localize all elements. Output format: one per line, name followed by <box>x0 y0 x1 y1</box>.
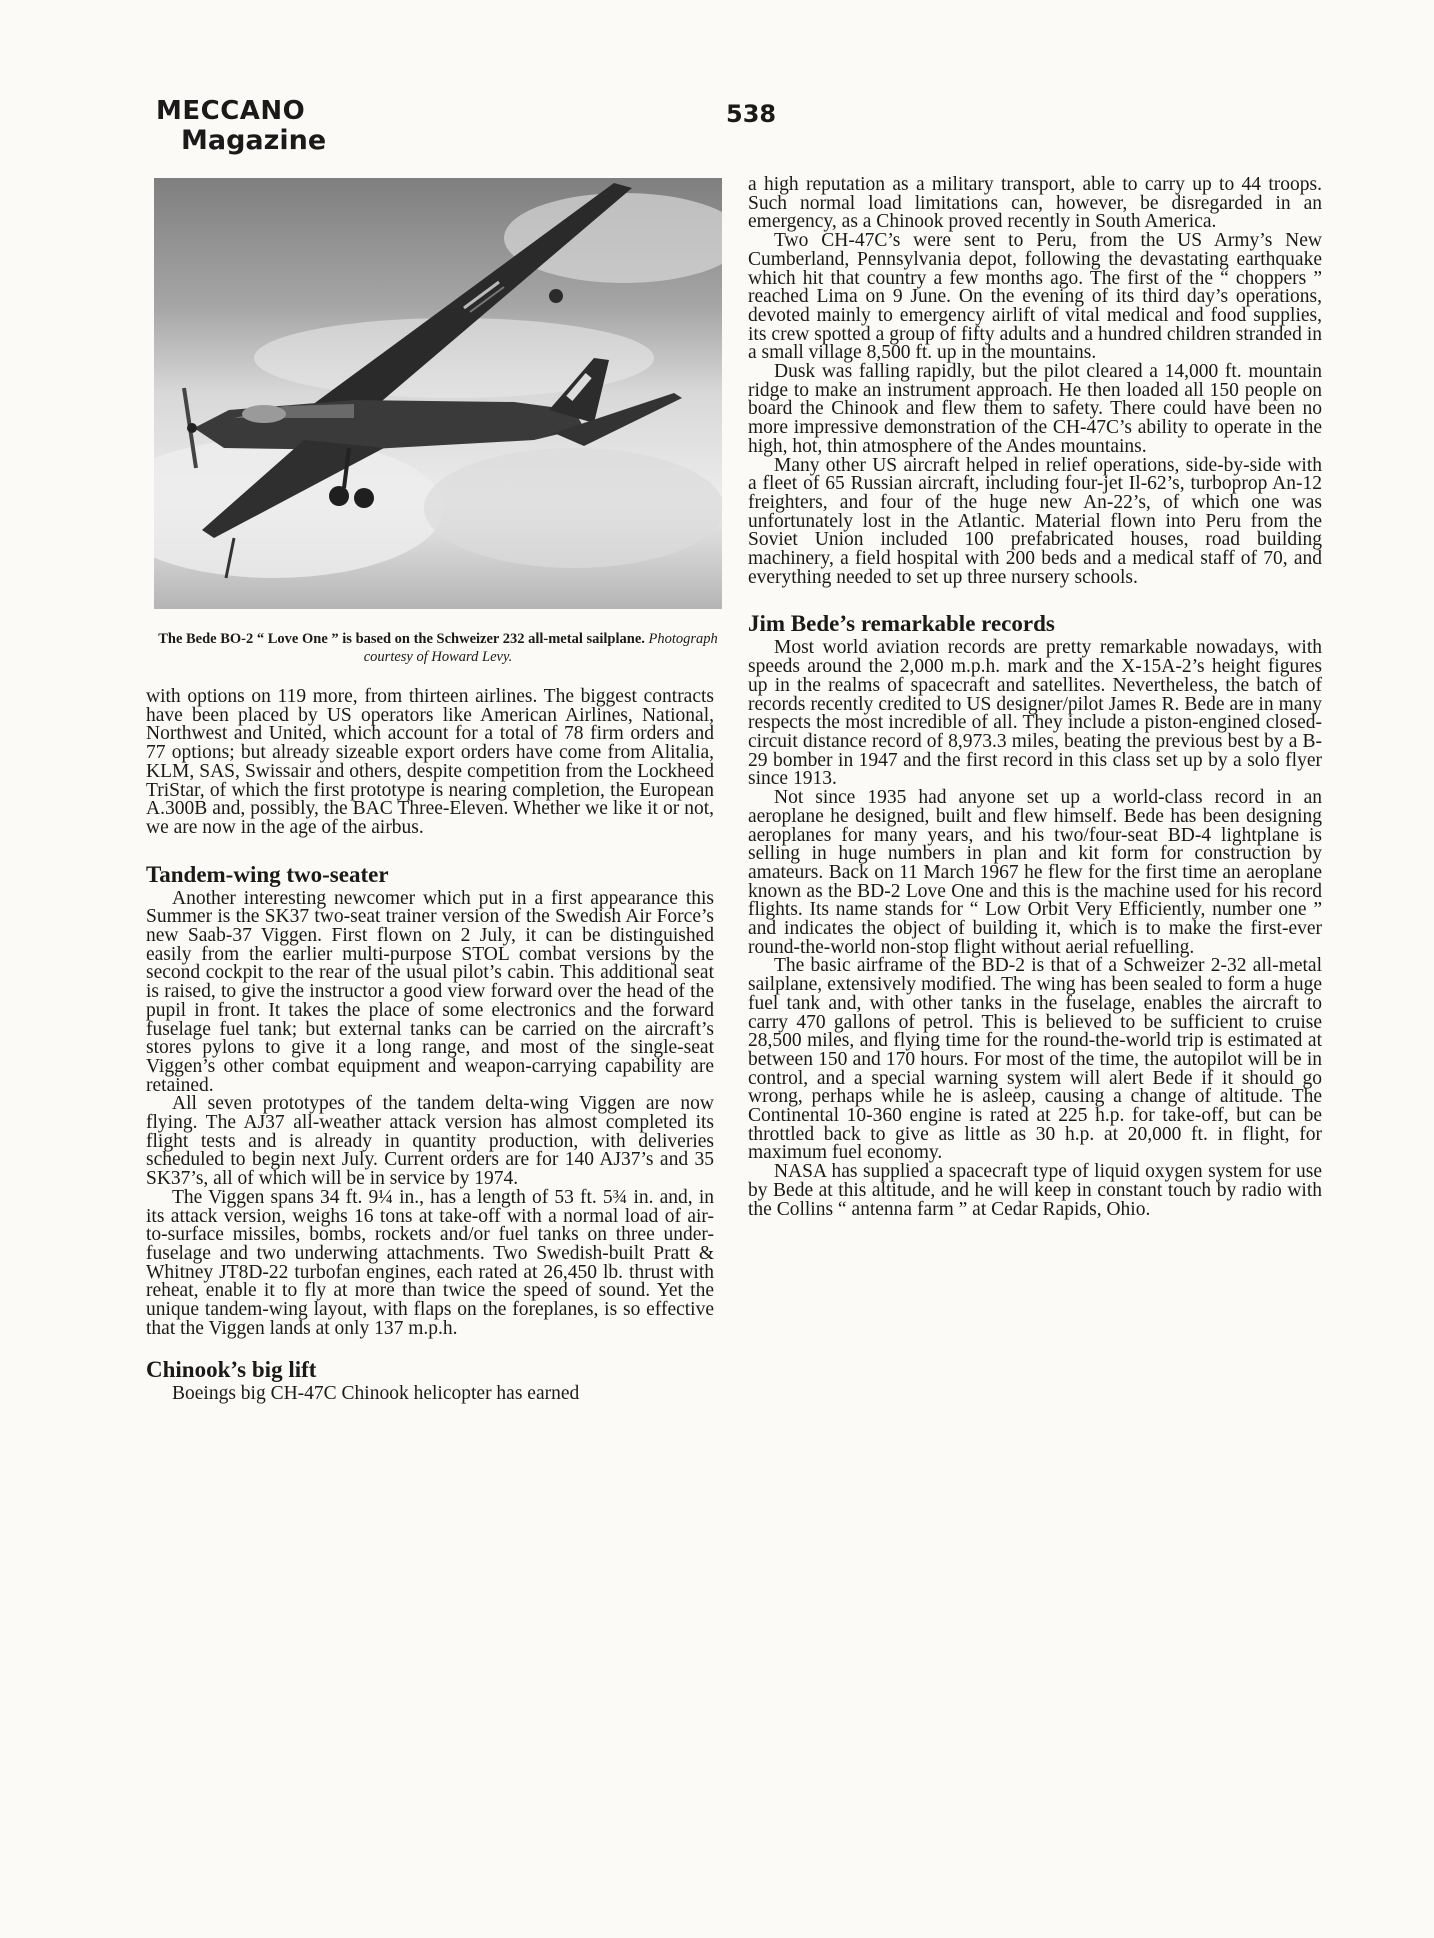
paragraph: Another interesting newcomer which put in a first appearance this Summer is the SK37 two-seat trainer version of the Swedish Air Force’s new Saab-37 Viggen. First flown on 2 July, it can be distinguished easily from the earlier multi-purpose STOL combat versions by the second cockpit to the rear of the usual pilot’s cabin. This additional seat is raised, to give the instructor a good view forward over the head of the pupil in front. It takes the place of some electronics and the forward fuselage fuel tank; but external tanks can be carried on the aircraft’s stores pylons to give it a long range, and most of the single-seat Viggen’s other combat equipment and weapon-carrying capability are retained. <box>146 887 714 1096</box>
caption-main: The Bede BO-2 “ Love One ” is based on the Schweizer 232 all-metal sailplane. <box>158 631 645 647</box>
masthead-subtitle: Magazine <box>181 125 327 156</box>
page-number: 538 <box>726 100 777 128</box>
paragraph: a high reputation as a military transport, able to carry up to 44 troops. Such normal load limitations can, however, be disregarded in an emergency, as a Chinook proved recently in South America. <box>748 174 1322 233</box>
section-heading-chinook: Chinook’s big lift <box>146 1356 317 1382</box>
paragraph: Many other US aircraft helped in relief operations, side-by-side with a fleet of 65 Russian aircraft, including four-jet Il-62’s, turboprop An-12 freighters, and four of the huge new An-22’s, of which one was unfortunately lost in the Atlantic. Material flown into Peru from the Soviet Union included 100 prefabricated houses, road building machinery, a field hospital with 200 beds and a medical staff of 70, and everything needed to set up three nursery schools. <box>748 454 1322 588</box>
paragraph: Not since 1935 had anyone set up a world-class record in an aeroplane he designed, built and flew himself. Bede has been designing aeroplanes for many years, and his two/four-seat BD-4 lightplane is selling in huge numbers in plan and kit form for construction by amateurs. Back on 11 March 1967 he flew for the first time an aeroplane known as the BD-2 Love One and this is the machine used for his record flights. Its name stands for “ Low Orbit Very Efficiently, number one ” and indicates the object of building it, which is to make the first-ever round-the-world non-stop flight without aerial refuelling. <box>748 787 1322 958</box>
left-column <box>146 688 714 1403</box>
photo-caption <box>150 630 726 666</box>
paragraph: NASA has supplied a spacecraft type of liquid oxygen system for use by Bede at this altitude, and he will keep in constant touch by radio with the Collins “ antenna farm ” at Cedar Rapids, Ohio. <box>748 1161 1322 1220</box>
paragraph: Two CH-47C’s were sent to Peru, from the US Army’s New Cumberland, Pennsylvania depot, following the devastating earthquake which hit that country a few months ago. The first of the “ choppers ” reached Lima on 9 June. On the evening of its third day’s operations, devoted mainly to emergency airlift of vital medical and food supplies, its crew spotted a group of fifty adults and a hundred children stranded in a small village 8,500 ft. up in the mountains. <box>748 230 1322 364</box>
paragraph: Most world aviation records are pretty remarkable nowadays, with speeds around the 2,000 m.p.h. mark and the X-15A-2’s height figures up in the realms of spacecraft and satellites. Nevertheless, the batch of records recently credited to US designer/pilot James R. Bede are in many respects the most incredible of all. They include a piston-engined closed-circuit distance record of 8,973.3 miles, beating the previous best by a B-29 bomber in 1947 and the first record in this class set up by a solo flyer since 1913. <box>748 637 1322 790</box>
paragraph: Boeings big CH-47C Chinook helicopter has earned <box>172 1382 580 1404</box>
section-heading-tandem-wing: Tandem-wing two-seater <box>146 861 389 887</box>
right-column <box>748 176 1322 1219</box>
section-heading-bede-records: Jim Bede’s remarkable records <box>748 611 1055 637</box>
aircraft-illustration <box>154 178 722 609</box>
intro-paragraph: with options on 119 more, from thirteen airlines. The biggest contracts have been placed by US operators like American Airlines, National, Northwest and United, which account for a total of 78 firm orders and 77 options; but already sizeable export orders have come from Alitalia, KLM, SAS, Swissair and others, despite competition from the Lockheed TriStar, of which the first prototype is nearing completion, the European A.300B and, possibly, the BAC Three-Eleven. Whether we like it or not, we are now in the age of the airbus. <box>146 686 714 838</box>
aircraft-photo <box>154 178 722 609</box>
paragraph: The Viggen spans 34 ft. 9¼ in., has a length of 53 ft. 5¾ in. and, in its attack version, weighs 16 tons at take-off with a normal load of air-to-surface missiles, bombs, rockets and/or fuel tanks on three under-fuselage and two underwing attachments. Two Swedish-built Pratt & Whitney JT8D-22 turbofan engines, each rated at 26,450 lb. thrust with reheat, enable it to fly at more than twice the speed of sound. Yet the unique tandem-wing layout, with flaps on the foreplanes, is so effective that the Viggen lands at only 137 m.p.h. <box>146 1186 714 1339</box>
paragraph: All seven prototypes of the tandem delta-wing Viggen are now flying. The AJ37 all-weather attack version has almost completed its flight tests and is already in quantity production, with deliveries scheduled to begin next July. Current orders are for 140 AJ37’s and 35 SK37’s, all of which will be in service by 1974. <box>146 1093 714 1190</box>
paragraph: The basic airframe of the BD-2 is that of a Schweizer 2-32 all-metal sailplane, extensively modified. The wing has been sealed to form a huge fuel tank and, with other tanks in the fuselage, enables the aircraft to carry 470 gallons of petrol. This is believed to be sufficient to cruise 28,500 miles, and flying time for the round-the-world trip is estimated at between 150 and 170 hours. For most of the time, the autopilot will be in control, and a special warning system will alert Bede if it should go wrong, perhaps while he is asleep, causing a change of altitude. The Continental 10-360 engine is rated at 225 h.p. for take-off, but can be throttled back to give as little as 30 h.p. at 20,000 ft. in flight, for maximum fuel economy. <box>748 955 1322 1164</box>
masthead-title: MECCANO <box>156 96 306 126</box>
paragraph: Dusk was falling rapidly, but the pilot cleared a 14,000 ft. mountain ridge to make an instrument approach. He then loaded all 150 people on board the Chinook and flew them to safety. There could have been no more impressive demonstration of the CH-47C’s ability to operate in the high, hot, thin atmosphere of the Andes mountains. <box>748 361 1322 457</box>
caption-credit: Photograph courtesy of Howard Levy. <box>363 631 718 665</box>
magazine-masthead <box>156 96 326 156</box>
